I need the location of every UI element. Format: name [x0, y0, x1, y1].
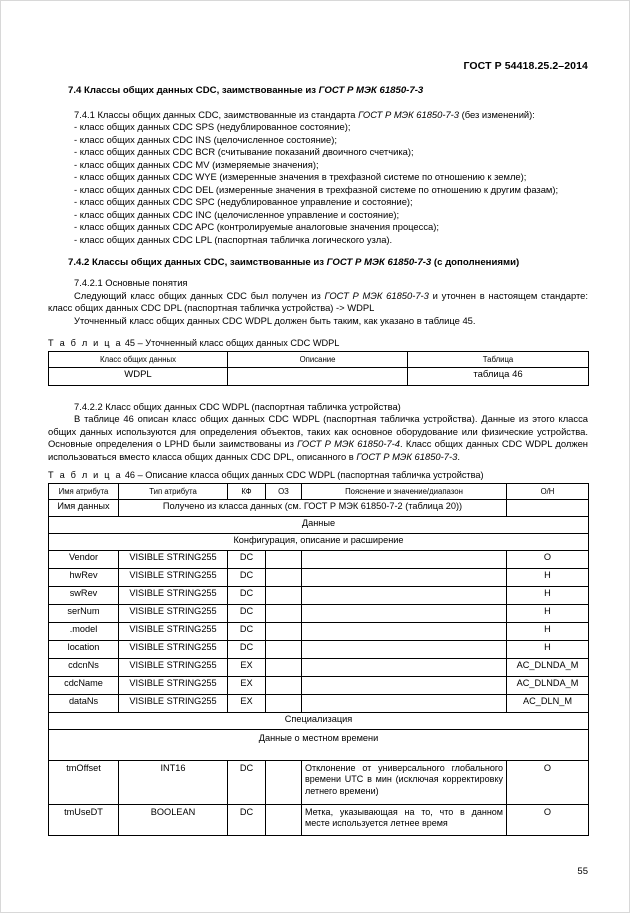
heading-7-4-2-1: 7.4.2.1 Основные понятия — [74, 277, 188, 289]
list-item: - класс общих данных CDC INC (целочисленное управление и состояние); — [74, 208, 400, 220]
list-item: - класс общих данных CDC WYE (измеренные значения в трехфазной системе по отношению к земле); — [74, 171, 527, 183]
table-cell-kf: EX — [228, 658, 266, 676]
table-45-col-header: Таблица — [408, 351, 589, 367]
heading-7-4-2-ref: ГОСТ Р МЭК 61850-7-3 — [326, 257, 432, 269]
table-45-caption-label: Т а б л и ц а — [48, 337, 123, 348]
table-cell-oz — [266, 658, 302, 676]
table-46-col-header: Тип атрибута — [119, 483, 228, 499]
table-cell-kf: DC — [228, 586, 266, 604]
cdc-class-list — [48, 121, 588, 246]
table-row — [49, 676, 589, 694]
table-cell-oz — [266, 676, 302, 694]
table-cell-kf: DC — [228, 622, 266, 640]
list-item: - класс общих данных CDC APC (контролируемые аналоговые значения процесса); — [74, 221, 439, 233]
table-cell-oh: AC_DLN_M — [507, 694, 589, 712]
table-cell-oz — [266, 640, 302, 658]
table-45-caption — [48, 338, 588, 348]
list-item: - класс общих данных CDC SPC (недублированное управление и состояние); — [74, 196, 413, 208]
table-45-col-header: Класс общих данных — [49, 351, 228, 367]
table-cell-attr-type: VISIBLE STRING255 — [119, 604, 228, 622]
table-cell-oz — [266, 568, 302, 586]
table-band-label: Данные о местном времени — [49, 729, 589, 760]
table-cell-kf: DC — [228, 604, 266, 622]
table-cell-attr-name: hwRev — [49, 568, 119, 586]
table-46-col-header: ОЗ — [266, 483, 302, 499]
paragraph-7-4-2-2-b: . Класс общих данных CDC WDPL должен использоваться вместо класса общих данных CDC DPL, описанного в — [48, 438, 588, 462]
table-cell: таблица 46 — [408, 367, 589, 385]
paragraph-7-4-1-b: (без изменений): — [459, 108, 535, 120]
heading-7-4-2 — [48, 257, 588, 270]
list-item: - класс общих данных CDC SPS (недублированное состояние); — [74, 121, 351, 133]
paragraph-7-4-2-2-ref2: ГОСТ Р МЭК 61850-7-3 — [356, 450, 458, 462]
table-45-header-row — [49, 351, 589, 367]
heading-7-4-text: 7.4 Классы общих данных CDC, заимствованные из — [68, 85, 319, 96]
table-45-col-header: Описание — [228, 351, 408, 367]
table-cell-oh — [507, 499, 589, 516]
table-cell-attr-type: VISIBLE STRING255 — [119, 586, 228, 604]
running-header: ГОСТ Р 54418.25.2–2014 — [463, 60, 588, 72]
paragraph-7-4-2-2-ref1: ГОСТ Р МЭК 61850-7-4 — [297, 438, 400, 450]
table-row — [49, 622, 589, 640]
heading-7-4 — [48, 85, 588, 98]
list-item: - класс общих данных CDC INS (целочисленное состояние); — [74, 133, 337, 145]
table-cell-oh: O — [507, 804, 589, 835]
table-row — [49, 640, 589, 658]
list-item: - класс общих данных CDC MV (измеряемые значения); — [74, 158, 319, 170]
table-cell-oz — [266, 550, 302, 568]
table-cell-attr-type: VISIBLE STRING255 — [119, 658, 228, 676]
paragraph-7-4-2-2-a: В таблице 46 описан класс общих данных CDC WDPL (паспортная табличка устройства). Данные из этого класса общих данных используются для определения объектов, таких как основное оборудование или физические устройства. Основные определения о LPHD были заимствованы из — [48, 413, 588, 450]
table-cell-attr-name: .model — [49, 622, 119, 640]
heading-7-4-2-a: 7.4.2 Классы общих данных CDC, заимствованные из — [68, 257, 327, 269]
heading-7-4-2-b: (с дополнениями) — [431, 257, 520, 269]
table-cell-oz — [266, 694, 302, 712]
table-cell-attr-type: VISIBLE STRING255 — [119, 676, 228, 694]
table-band-row — [49, 516, 589, 533]
table-46-col-header: КФ — [228, 483, 266, 499]
table-cell-derived-note — [119, 499, 507, 516]
table-cell-attr-type: VISIBLE STRING255 — [119, 694, 228, 712]
table-46-col-header: Имя атрибута — [49, 483, 119, 499]
table-cell-attr-type: VISIBLE STRING255 — [119, 640, 228, 658]
table-cell-oz — [266, 804, 302, 835]
table-row — [49, 658, 589, 676]
table-cell-attr-name: Имя данных — [49, 499, 119, 516]
table-cell-oh: O — [507, 760, 589, 804]
table-cell-oh: Н — [507, 622, 589, 640]
table-cell-description — [302, 586, 507, 604]
table-46-caption-label: Т а б л и ц а — [48, 469, 123, 480]
table-45 — [48, 351, 589, 386]
table-cell-attr-name: tmUseDT — [49, 804, 119, 835]
table-band-label: Специализация — [49, 712, 589, 729]
paragraph-7-4-1-a: 7.4.1 Классы общих данных CDC, заимствованные из стандарта — [74, 108, 359, 120]
table-band-label: Данные — [49, 516, 589, 533]
paragraph-7-4-2-1 — [48, 290, 588, 315]
table-cell-oh: Н — [507, 604, 589, 622]
table-cell-description — [302, 550, 507, 568]
table-cell-description — [302, 676, 507, 694]
table-cell-attr-type: VISIBLE STRING255 — [119, 550, 228, 568]
table-row — [49, 586, 589, 604]
table-cell-attr-type: INT16 — [119, 760, 228, 804]
paragraph-7-4-2-1-ref: ГОСТ Р МЭК 61850-7-3 — [324, 289, 429, 301]
table-band-row — [49, 533, 589, 550]
table-cell-attr-type: VISIBLE STRING255 — [119, 622, 228, 640]
table-band-label: Конфигурация, описание и расширение — [49, 533, 589, 550]
list-item: - класс общих данных CDC DEL (измеренные значения в трехфазной системе по отношению к другим фазам); — [74, 183, 559, 195]
table-cell-kf: DC — [228, 550, 266, 568]
table-row — [49, 804, 589, 835]
paragraph-7-4-2-2-c: . — [457, 450, 460, 462]
table-45-caption-text: 45 – Уточненный класс общих данных CDC WDPL — [122, 337, 340, 348]
table-band-row — [49, 712, 589, 729]
list-item: - класс общих данных CDC BCR (считывание показаний двоичного счетчика); — [74, 146, 414, 158]
heading-7-4-2-2: 7.4.2.2 Класс общих данных CDC WDPL (паспортная табличка устройства) — [74, 400, 401, 412]
table-row — [49, 694, 589, 712]
table-row — [49, 760, 589, 804]
table-cell-attr-name: Vendor — [49, 550, 119, 568]
table-cell-description — [302, 694, 507, 712]
table-cell-attr-name: cdcName — [49, 676, 119, 694]
derived-note-a: Получено из класса данных (см. — [162, 500, 304, 511]
table-cell-oh: AC_DLNDA_M — [507, 676, 589, 694]
table-cell-description: Метка, указывающая на то, что в данном месте используется летнее время — [302, 804, 507, 835]
table-cell-oz — [266, 622, 302, 640]
table-row — [49, 367, 589, 385]
table-46-col-header: Пояснение и значение/диапазон — [302, 483, 507, 499]
table-cell-oh: Н — [507, 586, 589, 604]
table-cell-attr-name: serNum — [49, 604, 119, 622]
table-46-col-header: О/Н — [507, 483, 589, 499]
table-cell-oh: AC_DLNDA_M — [507, 658, 589, 676]
table-46-caption-text: 46 – Описание класса общих данных CDC WDPL (паспортная табличка устройства) — [122, 469, 484, 480]
table-cell-kf: DC — [228, 760, 266, 804]
table-row — [49, 550, 589, 568]
list-item: - класс общих данных CDC LPL (паспортная табличка логического узла). — [74, 233, 393, 245]
table-cell-attr-type: BOOLEAN — [119, 804, 228, 835]
table-46-header-row — [49, 483, 589, 499]
table-cell-oz — [266, 604, 302, 622]
heading-7-4-ref: ГОСТ Р МЭК 61850-7-3 — [318, 85, 424, 96]
table-46-caption — [48, 470, 588, 480]
table-cell-description — [302, 604, 507, 622]
table-cell-oz — [266, 586, 302, 604]
table-band-row — [49, 729, 589, 760]
table-cell-oh: O — [507, 550, 589, 568]
derived-note-ref: ГОСТ Р МЭК 61850-7-2 — [303, 500, 403, 511]
table-cell-description — [302, 640, 507, 658]
table-row — [49, 604, 589, 622]
paragraph-7-4-1-ref: ГОСТ Р МЭК 61850-7-3 — [358, 108, 460, 120]
paragraph-7-4-2-1-c: Уточненный класс общих данных CDC WDPL должен быть таким, как указано в таблице 45. — [74, 314, 476, 326]
table-cell-kf: DC — [228, 804, 266, 835]
table-cell-oz — [266, 760, 302, 804]
table-cell-attr-name: cdcnNs — [49, 658, 119, 676]
paragraph-7-4-2-2 — [48, 413, 588, 463]
table-cell-kf: EX — [228, 676, 266, 694]
paragraph-7-4-1 — [48, 109, 588, 121]
table-cell-description — [302, 622, 507, 640]
table-cell-description: Отклонение от универсального глобального времени UTC в мин (исключая корректировку летнего времени) — [302, 760, 507, 804]
table-cell-attr-name: swRev — [49, 586, 119, 604]
table-cell-kf: DC — [228, 640, 266, 658]
paragraph-7-4-2-1-b: и уточнен в настоящем стандарте: класс общих данных CDC DPL (паспортная табличка устройства) -> WDPL — [48, 289, 588, 314]
table-cell-oh: Н — [507, 568, 589, 586]
table-row — [49, 568, 589, 586]
table-cell-attr-type: VISIBLE STRING255 — [119, 568, 228, 586]
paragraph-7-4-2-1-a: Следующий класс общих данных CDC был получен из — [74, 289, 325, 301]
table-row — [49, 499, 589, 516]
table-cell-kf: EX — [228, 694, 266, 712]
page-content — [48, 85, 588, 836]
table-cell — [228, 367, 408, 385]
table-cell-oh: Н — [507, 640, 589, 658]
page-number: 55 — [577, 866, 588, 877]
table-cell-kf: DC — [228, 568, 266, 586]
table-cell-description — [302, 568, 507, 586]
table-cell-description — [302, 658, 507, 676]
table-46 — [48, 483, 589, 836]
table-cell-attr-name: location — [49, 640, 119, 658]
table-cell: WDPL — [49, 367, 228, 385]
derived-note-b: (таблица 20)) — [402, 500, 463, 511]
table-cell-attr-name: tmOffset — [49, 760, 119, 804]
table-cell-attr-name: dataNs — [49, 694, 119, 712]
